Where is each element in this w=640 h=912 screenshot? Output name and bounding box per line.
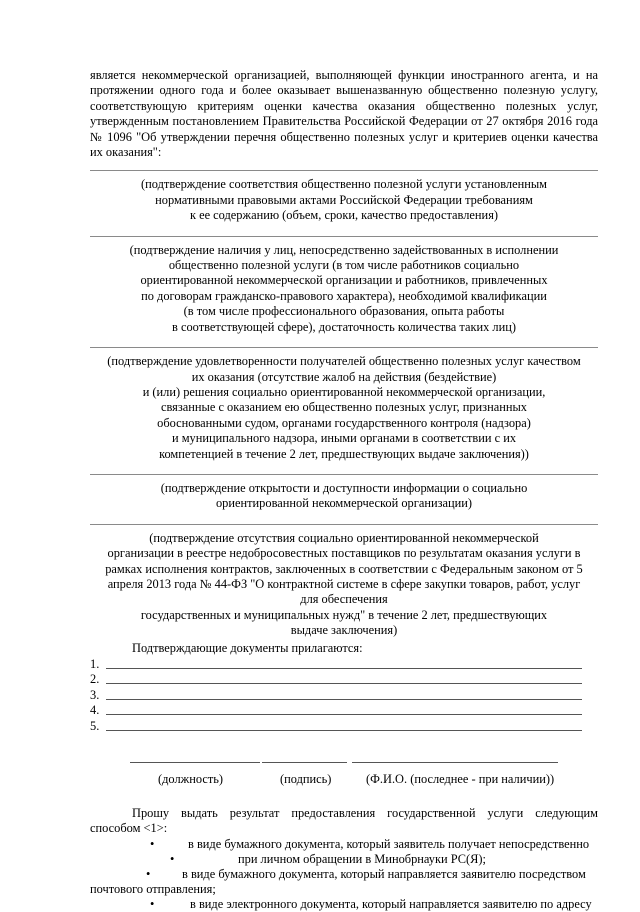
criterion-block-3 [90,347,598,462]
criterion-text: (подтверждение наличия у лиц, непосредственно задействованных в исполнении [129,242,559,257]
position-label: (должность) [158,771,224,786]
criterion-text: апреля 2013 года № 44-ФЗ "О контрактной системе в сфере закупки товаров, работ, услуг [107,576,581,591]
fill-line [90,236,598,237]
documents-heading: Подтверждающие документы прилагаются: [132,640,363,655]
criterion-text: и (или) решения социально ориентированной некоммерческой организации, [142,384,546,399]
signature-line[interactable] [262,762,347,763]
criterion-text: (подтверждение удовлетворенности получателей общественно полезных услуг качеством [107,354,581,369]
document-page [90,68,598,912]
fill-line [90,524,598,525]
document-line-4[interactable]: 4. [90,703,598,719]
criterion-text: нормативными правовыми актами Российской Федерации требованиям [155,192,533,207]
fill-line [90,170,598,171]
criterion-block-2 [90,236,598,335]
criterion-text: ориентированной некоммерческой организации и работников, привлеченных [140,273,548,288]
option-paper-by-mail[interactable]: • в виде бумажного документа, который направляется заявителю посредством почтового отправления; [90,866,586,896]
option-paper-in-person[interactable]: • в виде бумажного документа, который заявитель получает непосредственно • при личном обращении в Минобрнауки РС(Я); [90,837,598,867]
criterion-block-4 [90,474,598,512]
name-line[interactable] [352,762,558,763]
criterion-block-1 [90,170,598,223]
criterion-text: в соответствующей сфере), достаточность количества таких лиц) [172,319,516,334]
criterion-text: и муниципального надзора, иными органами в соответствии с их [171,431,517,446]
delivery-options [90,837,598,912]
criterion-text: (подтверждение соответствия общественно полезной услуги установленным [141,177,547,192]
fill-line [90,347,598,348]
signature-label: (подпись) [280,771,332,786]
bullet-icon: • [170,851,175,866]
document-line-2[interactable]: 2. [90,672,598,688]
fill-line [90,474,598,475]
criterion-text: связанные с оказанием ею общественно полезных услуг, признанных [161,400,527,415]
intro-paragraph: является некоммерческой организацией, выполняющей функции иностранного агента, и на протяжении одного года и более оказывает вышеназванную общественно полезную услугу, соответствующую критериям оценки качества оказания общественно полезных услуг, утвержденным постановлением Правительства Российской Федерации от 27 октября 2016 года № 1096 "Об утверждении перечня общественно полезных услуг и критериев оценки качества их оказания": [90,68,598,160]
request-paragraph: Прошу выдать результат предоставления государственной услуги следующим способом <1>: [90,805,598,836]
criterion-text: компетенцией в течение 2 лет, предшествующих выдаче заключения)) [159,446,529,461]
criterion-block-5 [90,524,598,639]
signature-labels [90,772,598,788]
documents-list [90,656,598,734]
criterion-text: обоснованными судом, органами государственного контроля (надзора) [157,415,531,430]
criterion-text: рамках исполнения контрактов, заключенных в соответствии с Федеральным законом от 5 [105,561,583,576]
criterion-text: по договорам гражданско-правового характера), необходимой квалификации [141,288,547,303]
bullet-icon: • [150,836,155,851]
criterion-text: их оказания (отсутствие жалоб на действия (бездействие) [191,369,497,384]
document-line-1[interactable]: 1. [90,656,598,672]
criterion-text: к ее содержанию (объем, сроки, качество предоставления) [189,208,499,223]
criterion-text: ориентированной некоммерческой организации) [215,496,472,511]
bullet-icon: • [150,896,155,911]
option-electronic[interactable]: • в виде электронного документа, который направляется заявителю по адресу [90,897,598,912]
criterion-text: (подтверждение открытости и доступности информации о социально [160,480,528,495]
criterion-text: общественно полезной услуги (в том числе работников социально [168,258,520,273]
criterion-text: государственных и муниципальных нужд" в течение 2 лет, предшествующих [140,607,548,622]
criterion-text: организации в реестре недобросовестных поставщиков по результатам оказания услуги в [107,546,581,561]
bullet-icon: • [146,866,151,881]
criterion-text: (в том числе профессионального образования, опыта работы [183,304,505,319]
signature-lines [90,752,598,768]
criterion-text: для обеспечения [300,592,388,607]
criterion-text: (подтверждение отсутствия социально ориентированной некоммерческой [149,530,539,545]
document-line-3[interactable]: 3. [90,687,598,703]
position-line[interactable] [130,762,260,763]
criterion-text: выдаче заключения) [290,623,398,638]
full-name-label: (Ф.И.О. (последнее - при наличии)) [366,771,555,786]
document-line-5[interactable]: 5. [90,718,598,734]
